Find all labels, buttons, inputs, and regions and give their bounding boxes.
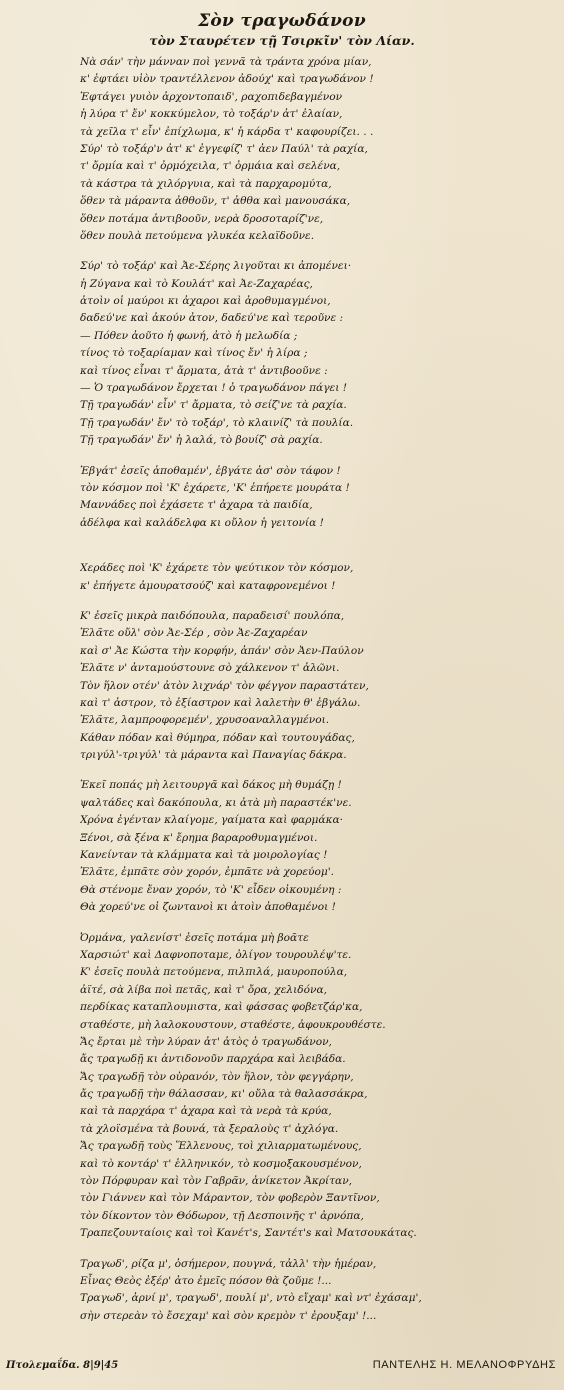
poem-line: ἀδέλφα καὶ καλάδελφα κι οὔλον ἡ γειτονία !	[80, 516, 324, 529]
poem-line: Θὰ στένομε ἔναν χορόν, τὸ 'Κ' εἶδεν οἰκουμένη :	[80, 883, 342, 896]
poem-line: Ἐλᾶτε οὔλ' σὸν Ἀε-Σέρ , σὸν Ἀε-Ζαχαρέαν	[80, 627, 308, 640]
poem-line: καὶ τ' ἀστρον, τὸ ἐξίαστρον καὶ λαλετὴν θ' ἐβγάλω.	[80, 696, 361, 709]
stanza-8	[80, 1256, 538, 1326]
stanza-3	[80, 463, 538, 533]
poem-line: Τραγωδ', ρίζα μ', ὀσήμερον, πουγνά, τἀλλ' τὴν ἡμέραν,	[80, 1257, 377, 1270]
poem-line: ψαλτάδες καὶ δακόπουλα, κι ἀτὰ μὴ παραστέκ'νε.	[80, 796, 352, 809]
poem-line: ἄς τραγωδῇ τὴν θάλασσαν, κι' οὔλα τὰ θαλασσάκρα,	[80, 1088, 368, 1101]
poem-line: Ἐκεῖ ποπάς μὴ λειτουργᾶ καὶ δάκος μὴ θυμάζῃ !	[80, 779, 342, 792]
poem-line: Χρόνα ἐγένταν κλαίγομε, γαίματα καὶ φαρμάκα·	[80, 814, 344, 827]
poem-line: Κάθαν πόδαν καὶ θύμηρα, πόδαν καὶ τουτουγάδας,	[80, 731, 355, 744]
stanza-2	[80, 258, 538, 449]
poem-line: ἀϊτέ, σὰ λίβα ποὶ πετᾶς, καὶ τ' ὄρα, χελιδόνα,	[80, 983, 327, 996]
poem-line: — Ὁ τραγωδάνον ἔρχεται ! ὁ τραγωδάνον πάγει !	[80, 382, 348, 395]
poem-line: σταθέστε, μὴ λαλοκουστουν, σταθέστε, ἀφουκρουθέστε.	[80, 1018, 386, 1031]
poem-footer	[6, 1359, 556, 1377]
poem-line: Τῇ τραγωδάν' εἶν' τ' ἄρματα, τὸ σείζ'νε τὰ ραχία.	[80, 399, 347, 412]
poem-line: Ὀρμάνα, γαλενίστ' ἐσεῖς ποτάμα μὴ βοᾶτε	[80, 931, 309, 944]
poem-line: Θὰ χορεύ'νε οἱ ζωντανοὶ κι ἀτοὶν ἀποθαμένοι !	[80, 901, 336, 914]
poem-line: Κ' ἐσεῖς μικρὰ παιδόπουλα, παραδεισί' πουλόπα,	[80, 609, 345, 622]
poem-line: καὶ τὰ παρχάρα τ' ἀχαρα καὶ τὰ νερὰ τὰ κρύα,	[80, 1105, 332, 1118]
poem-line: τὸν δίκοντον τὸν Θόδωρον, τῇ Δεσποινῆς τ' ἀρνόπα,	[80, 1209, 364, 1222]
poem-line: Τραγωδ', ἀρνί μ', τραγωδ', πουλί μ', ντὸ εἴχαμ' καὶ ντ' ἐχάσαμ',	[80, 1292, 422, 1305]
poem-line: τὰ κάστρα τὰ χιλόργυια, καὶ τὰ παρχαρομύτα,	[80, 177, 332, 190]
poem-line: ἄς τραγωδῇ κι ἀντιδονοῦν παρχάρα καὶ λειβάδα.	[80, 1053, 346, 1066]
poem-line: Νὰ σάν' τὴν μάνναν ποὶ γεννᾶ τὰ τράντα χρόνα μίαν,	[80, 56, 372, 68]
poem-line: ὅθεν τὰ μάραντα ἀθθοῦν, τ' ἀθθα καὶ μανουσάκα,	[80, 195, 351, 208]
poem-line: Ἐβγάτ' ἐσεῖς ἀποθαμέν', ἐβγάτε ἀσ' σὸν τάφον !	[80, 464, 341, 477]
stanza-gap	[80, 1243, 538, 1256]
stanza-gap	[80, 917, 538, 930]
poem-line: κ' ἐφτάει υἱὸν τραντέλλενον ἀδούχ' καὶ τραγωδάνον !	[80, 73, 374, 86]
poem-line: Τῇ τραγωδάν' ἔν' τὸ τοξάρ', τὸ κλαινίζ' τὰ πουλία.	[80, 416, 354, 429]
poem-line: Τὸν ἥλον οτέν' ἀτὸν λιχνάρ' τὸν φέγγον παραστάτεν,	[80, 679, 369, 692]
poem-line: τριγύλ'-τριγύλ' τὰ μάραντα καὶ Παναγίας δάκρα.	[80, 749, 347, 762]
poem-line: ὅθεν πουλὰ πετούμενα γλυκέα κελαϊδοῦνε.	[80, 229, 315, 242]
poem-line: Σύρ' τὸ τοξάρ' καὶ Ἀε-Σέρης λιγοῦται κι ἀπομένει·	[80, 260, 352, 273]
poem-line: Χεράδες ποὶ 'Κ' ἐχάρετε τὸν ψεύτικον τὸν κόσμον,	[80, 562, 354, 575]
poem-line: Ἐλᾶτε ν' ἀνταμούστουνε σὸ χάλκενον τ' ἀλῶνι.	[80, 662, 340, 675]
poem-line: Κανείνταν τὰ κλάμματα καὶ τὰ μοιρολογίας !	[80, 849, 328, 862]
poem-line: Ἐλᾶτε, ἐμπᾶτε σὸν χορόν, ἐμπᾶτε νὰ χορεύομ'.	[80, 866, 335, 879]
stanza-gap	[80, 595, 538, 608]
poem-line: ἡ λύρα τ' ἔν' κοκκύμελον, τὸ τοξάρ'ν ἀτ' ἐλαίαν,	[80, 108, 343, 121]
poem-line: Ἄς τραγωδῇ τοὺς Ἕλλενους, τοὶ χιλιαρματωμένους,	[80, 1140, 362, 1153]
poem-line: τὸν κόσμον ποὶ 'Κ' ἐχάρετε, 'Κ' ἐπήρετε μουράτα !	[80, 481, 350, 494]
poem-line: Ἄς ἔρται μὲ τὴν λύραν ἀτ' ἀτὸς ὁ τραγωδάνον,	[80, 1035, 332, 1048]
place-date: Πτολεμαΐδα. 8|9|45	[6, 1360, 119, 1371]
poem-line: τὰ χλοϊσμένα τὰ βουνά, τὰ ξεραλοὺς τ' ἀχλόγα.	[80, 1122, 339, 1135]
poem-body	[12, 54, 552, 1325]
stanza-4	[80, 560, 538, 595]
poem-line: καὶ τίνος εἶναι τ' ἄρματα, ἀτὰ τ' ἀντιβοοῦνε :	[80, 364, 328, 377]
stanza-gap	[80, 532, 538, 560]
poem-line: τίνος τὸ τοξαρίαμαν καὶ τίνος ἔν' ἡ λίρα ;	[80, 347, 308, 360]
poem-title: Σὸν τραγωδάνον	[198, 11, 366, 31]
poem-line: Κ' ἐσεῖς πουλὰ πετούμενα, πιλπιλά, μαυροπούλα,	[80, 966, 348, 979]
author-signature: ΠΑΝΤΕΛΗΣ Η. ΜΕΛΑΝΟΦΡΥΔΗΣ	[372, 1359, 556, 1371]
poem-line: ἀτοὶν οἱ μαύροι κι ἀχαροι καὶ ἀροθυμαγμένοι,	[80, 295, 331, 308]
poem-line: Χαρσιώτ' καὶ Δαφνοποταμε, ὀλίγον τουρουλέψ'τε.	[80, 948, 352, 961]
stanza-6	[80, 777, 538, 916]
poem-line: Μαννάδες ποὶ ἐχάσετε τ' ἀχαρα τὰ παιδία,	[80, 499, 313, 512]
poem-line: καὶ τὸ κοντάρ' τ' ἑλληνικόν, τὸ κοσμοξακουσμένον,	[80, 1157, 362, 1170]
poem-line: Ἄς τραγωδῇ τὸν οὐρανόν, τὸν ἥλον, τὸν φεγγάρην,	[80, 1070, 354, 1083]
stanza-gap	[80, 450, 538, 463]
poem-line: Ξένοι, σὰ ξένα κ' ἔρημα βαραροθυμαγμένοι.	[80, 831, 318, 844]
stanza-gap	[80, 764, 538, 777]
poem-line: ἡ Ζύγανα καὶ τὸ Κουλάτ' καὶ Ἀε-Ζαχαρέας,	[80, 277, 313, 290]
poem-dedication: τὸν Σταυρέτεν τῇ Τσιρκῖν' τὸν Λίαν.	[149, 33, 415, 48]
poem-line: Τραπεζουνταίοις καὶ τοὶ Κανέτ's, Σαντέτ's καὶ Ματσουκάτας.	[80, 1227, 417, 1240]
poem-line: περδίκας καταπλουμιστα, καὶ φάσσας φοβετζάρ'κα,	[80, 1001, 363, 1014]
poem-line: Τῇ τραγωδάν' ἔν' ἡ λαλά, τὸ βουίζ' σὰ ραχία.	[80, 434, 323, 447]
poem-line: τ' ὄρμία καὶ τ' ὀρμόχειλα, τ' ὀρμάια καὶ σελένα,	[80, 160, 341, 173]
stanza-7	[80, 930, 538, 1243]
poem-line: καὶ σ' Ἀε Κώστα τὴν κορφήν, ἀπάν' σὸν Ἀεν-Παύλον	[80, 644, 364, 657]
stanza-5	[80, 608, 538, 765]
stanza-gap	[80, 245, 538, 258]
stanza-1	[80, 54, 538, 245]
poem-line: — Πόθεν ἀοῦτο ἡ φωνή, ἀτὸ ἡ μελωδία ;	[80, 329, 298, 342]
poem-line: σὴν στερεὰν τὸ ἔσεχαμ' καὶ σὸν κρεμὸν τ' ἐρουξαμ' !...	[80, 1309, 377, 1322]
poem-line: κ' ἐπήγετε ἀμουρατσούζ' καὶ καταφρονεμένοι !	[80, 579, 336, 592]
poem-line: Ἐλᾶτε, λαμπροφορεμέν', χρυσοαναλλαγμένοι.	[80, 714, 330, 727]
poem-line: δαδεύ'νε καὶ ἀκούν ἀτον, δαδεύ'νε καὶ τεροῦνε :	[80, 312, 344, 325]
poem-line: τὸν Πόρφυραν καὶ τὸν Γαβρᾶν, ἀνίκετον Ἀκρίταν,	[80, 1175, 353, 1188]
poem-line: τὸν Γιάννεν καὶ τὸν Μάραντον, τὸν φοβερὸν Ξαντῖνον,	[80, 1192, 380, 1205]
poem-line: Σύρ' τὸ τοξάρ'ν ἀτ' κ' ἐγγεφίζ' τ' ἀεν Παύλ' τὰ ραχία,	[80, 142, 368, 155]
poem-line: Ἐφτάγει γυιὸν ἀρχοντοπαιδ', ραχοπιδεβαγμένον	[80, 90, 343, 103]
poem-line: τὰ χεῖλα τ' εἶν' ἐπίχλωμα, κ' ἡ κάρδα τ' καφουρίζει. . .	[80, 125, 374, 138]
poem-line: Εἶνας Θεὸς ἐξέρ' ἀτο ἐμεῖς πόσον θὰ ζοῦμε !...	[80, 1275, 332, 1287]
poem-line: ὅθεν ποτάμα ἀντιβοοῦν, νερὰ δροσοταρίζ'νε,	[80, 212, 324, 225]
